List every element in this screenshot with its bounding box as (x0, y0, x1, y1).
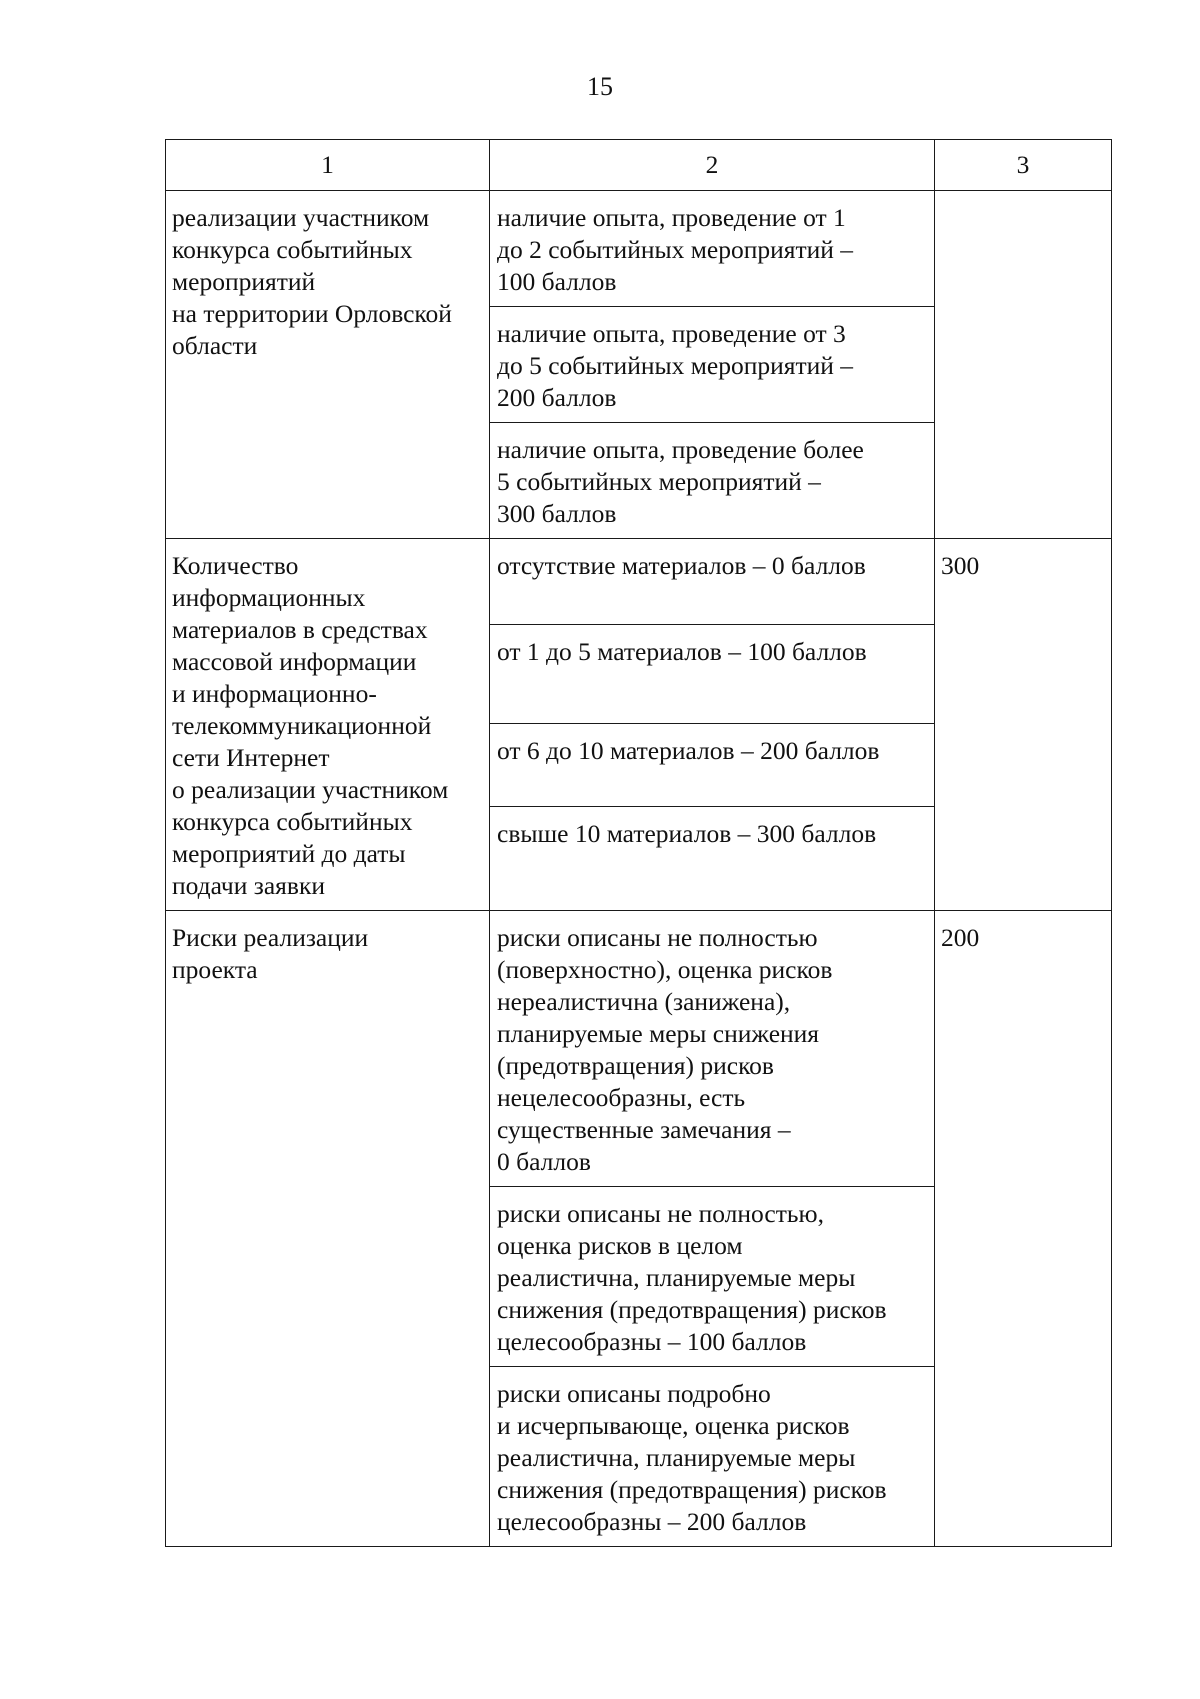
table-header-row (166, 140, 1112, 191)
score-text: наличие опыта, проведение от 3 до 5 событийных мероприятий – 200 баллов (497, 319, 854, 412)
score-text: свыше 10 материалов – 300 баллов (497, 818, 877, 848)
criteria-table (165, 139, 1112, 1547)
score-cell (490, 191, 935, 307)
score-cell (490, 625, 935, 724)
score-text: от 1 до 5 материалов – 100 баллов (497, 637, 867, 667)
criterion-text: реализации участником конкурса событийных мероприятий на территории Орловской области (172, 203, 452, 360)
table-row (166, 539, 1112, 625)
score-cell (490, 1367, 935, 1547)
score-cell (490, 723, 935, 806)
score-cell (490, 911, 935, 1187)
score-cell (490, 307, 935, 423)
page-number: 15 (587, 72, 613, 101)
max-score-text: 200 (941, 923, 980, 952)
score-cell (490, 806, 935, 910)
table-row (166, 911, 1112, 1187)
score-text: риски описаны подробно и исчерпывающе, оценка рисков реалистична, планируемые меры снижения (предотвращения) рисков целесообразны – 200 баллов (497, 1379, 887, 1536)
score-cell (490, 423, 935, 539)
max-score-cell (935, 191, 1112, 539)
score-text: риски описаны не полностью (поверхностно), оценка рисков нереалистична (занижена), планируемые меры снижения (предотвращения) рисков нецелесообразны, есть существенные замечания – 0 баллов (497, 923, 833, 1176)
column-header-3: 3 (935, 140, 1112, 191)
max-score-cell (935, 539, 1112, 911)
max-score-text: 300 (941, 551, 980, 580)
max-score-cell (935, 911, 1112, 1547)
criterion-cell (166, 911, 490, 1547)
score-text: наличие опыта, проведение более 5 событийных мероприятий – 300 баллов (497, 435, 864, 528)
score-text: от 6 до 10 материалов – 200 баллов (497, 735, 880, 765)
criterion-text: Риски реализации проекта (172, 923, 369, 984)
criterion-cell (166, 191, 490, 539)
criterion-text: Количество информационных материалов в средствах массовой информации и информационно- телекоммуникационной сети Интернет о реализации участником конкурса событийных мероприятий до даты подачи заявки (172, 551, 449, 900)
column-header-1: 1 (166, 140, 490, 191)
table-row (166, 191, 1112, 307)
score-cell (490, 539, 935, 625)
criterion-cell (166, 539, 490, 911)
column-header-2: 2 (490, 140, 935, 191)
score-text: отсутствие материалов – 0 баллов (497, 551, 866, 580)
score-text: наличие опыта, проведение от 1 до 2 событийных мероприятий – 100 баллов (497, 203, 854, 296)
score-cell (490, 1187, 935, 1367)
score-text: риски описаны не полностью, оценка рисков в целом реалистична, планируемые меры снижения (предотвращения) рисков целесообразны – 100 баллов (497, 1199, 887, 1356)
